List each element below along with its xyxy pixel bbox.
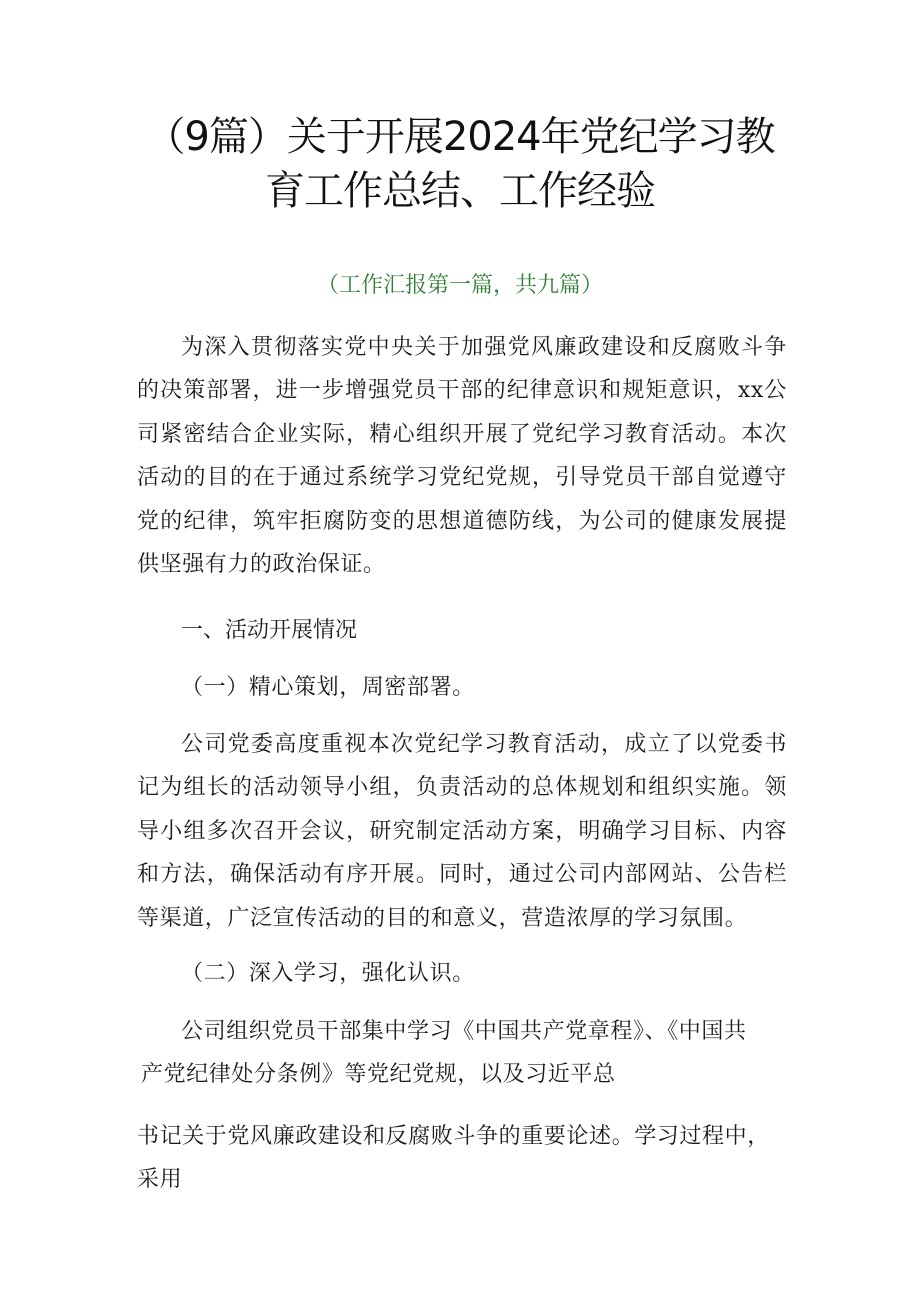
document-subtitle: （工作汇报第一篇，共九篇） (316, 273, 603, 298)
subsection-2-line-2: 产党纪律处分条例》等党纪党规，以及习近平总 (141, 1062, 616, 1088)
section-heading: 一、活动开展情况 (181, 618, 358, 643)
subsection-2-continuation (137, 1115, 787, 1202)
intro-paragraph: 为深入贯彻落实党中央关于加强党风廉政建设和反腐败斗争的决策部署，进一步增强党员干部的纪律意识和规矩意识，xx公司紧密结合企业实际，精心组织开展了党纪学习教育活动。本次活动的目的在于通过系统学习党纪党规，引导党员干部自觉遵守党的纪律，筑牢拒腐防变的思想道德防线，为公司的健康发展提供坚强有力的政治保证。 (137, 335, 787, 578)
subsection-2-line-1: 公司组织党员干部集中学习《中国共产党章程》、《中国共 (181, 1019, 747, 1044)
document-title: （9篇）关于开展2024年党纪学习教育工作总结、工作经验 (145, 114, 775, 214)
subsection-2-paragraph (137, 1010, 787, 1097)
subsection-2-line-4: 采用 (137, 1167, 183, 1193)
subsection-2-line-3: 书记关于党风廉政建设和反腐败斗争的重要论述。学习过程中， (137, 1124, 770, 1149)
subsection-heading-2: （二）深入学习，强化认识。 (181, 961, 475, 986)
subsection-heading-1: （一）精心策划，周密部署。 (181, 675, 475, 700)
subsection-1-paragraph: 公司党委高度重视本次党纪学习教育活动，成立了以党委书记为组长的活动领导小组，负责活动的总体规划和组织实施。领导小组多次召开会议，研究制定活动方案，明确学习目标、内容和方法，确保活动有序开展。同时，通过公司内部网站、公告栏等渠道，广泛宣传活动的目的和意义，营造浓厚的学习氛围。 (137, 732, 787, 931)
